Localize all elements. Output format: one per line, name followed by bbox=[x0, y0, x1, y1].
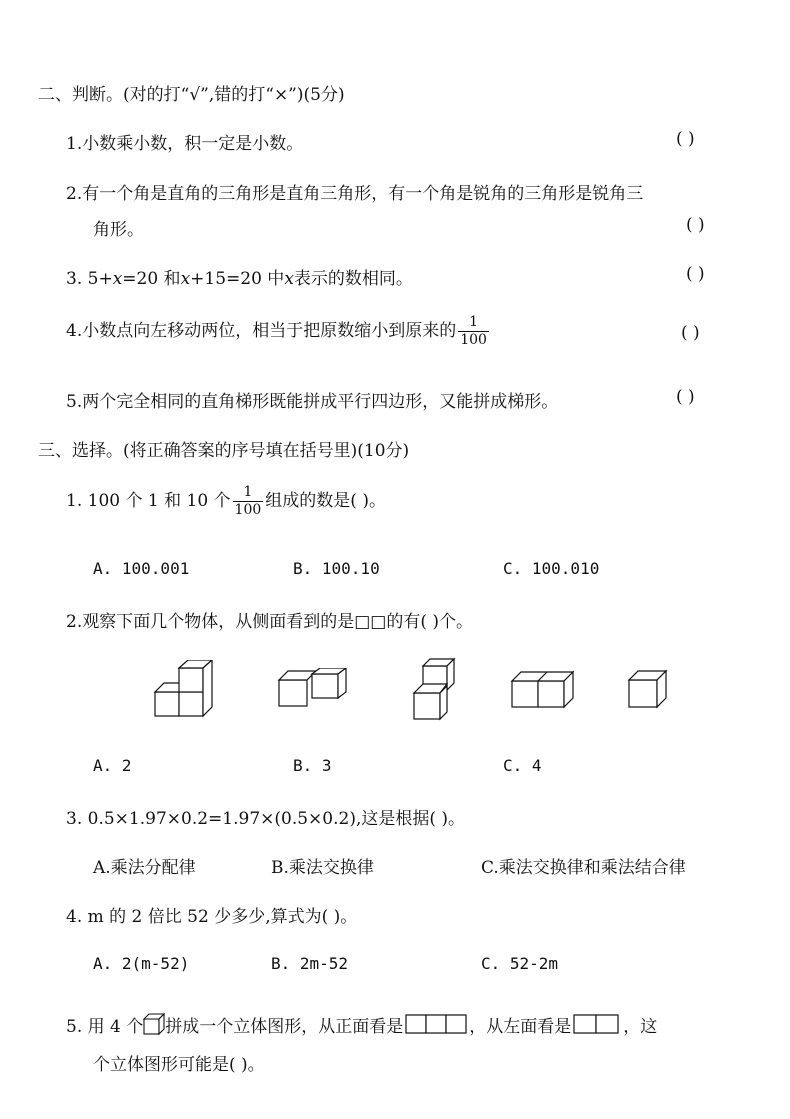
judge-q1-text: 1.小数乘小数，积一定是小数。 bbox=[66, 134, 304, 154]
judge-q3-answer-blank[interactable]: ( ) bbox=[686, 264, 705, 284]
cube-figure-5 bbox=[626, 668, 672, 712]
judge-q2-text-line2: 角形。 bbox=[93, 220, 144, 240]
choice-q1-option-b[interactable]: B. 100.10 bbox=[293, 559, 380, 578]
choice-q4-option-a[interactable]: A. 2(m-52) bbox=[93, 954, 190, 973]
judge-q1-answer-blank[interactable]: ( ) bbox=[676, 129, 695, 149]
choice-q1-pre: 1. 100 个 1 和 10 个 bbox=[66, 491, 231, 511]
choice-q5-mid2: ，从左面看是 bbox=[469, 1017, 572, 1037]
choice-q5-pre: 5. 用 4 个 bbox=[66, 1017, 144, 1037]
choice-q4-text: 4. m 的 2 倍比 52 少多少,算式为( )。 bbox=[66, 907, 358, 927]
judge-q3-mid: =20 和 bbox=[122, 269, 181, 289]
choice-q2-text bbox=[66, 607, 473, 632]
judge-q4-label: 4.小数点向左移动两位，相当于把原数缩小到原来的 bbox=[66, 321, 457, 341]
fraction-one-hundredth: $\frac{1}{100}$ bbox=[460, 314, 487, 348]
judge-q2-text-line1: 2.有一个角是直角的三角形是直角三角形，有一个角是锐角的三角形是锐角三 bbox=[66, 184, 644, 204]
choice-q3-option-a[interactable]: A.乘法分配律 bbox=[93, 858, 196, 878]
judge-q3-text bbox=[66, 264, 413, 289]
choice-q1-post: 组成的数是( )。 bbox=[265, 491, 386, 511]
cube-figure-2 bbox=[276, 668, 348, 710]
judge-q3-post: 表示的数相同。 bbox=[293, 269, 413, 289]
choice-q3-option-b[interactable]: B.乘法交换律 bbox=[271, 858, 374, 878]
judge-q2-answer-blank[interactable]: ( ) bbox=[686, 215, 705, 235]
judge-q4-answer-blank[interactable]: ( ) bbox=[681, 323, 700, 343]
fraction-one-hundredth: $\frac{1}{100}$ bbox=[234, 484, 262, 518]
cube-figure-4 bbox=[509, 668, 581, 712]
choice-q1-option-a[interactable]: A. 100.001 bbox=[93, 559, 190, 578]
choice-q2-option-b[interactable]: B. 3 bbox=[293, 756, 332, 775]
section2-heading: 二、判断。(对的打“√”,错的打“×”)(5分) bbox=[38, 85, 345, 105]
variable-x: x bbox=[180, 269, 191, 289]
judge-q5-answer-blank[interactable]: ( ) bbox=[676, 387, 695, 407]
front-view-three-squares-icon bbox=[403, 1013, 469, 1035]
judge-q5-text: 5.两个完全相同的直角梯形既能拼成平行四边形，又能拼成梯形。 bbox=[66, 392, 559, 412]
section3-heading: 三、选择。(将正确答案的序号填在括号里)(10分) bbox=[38, 441, 410, 461]
cube-figure-3 bbox=[411, 656, 459, 724]
choice-q1-option-c[interactable]: C. 100.010 bbox=[503, 559, 600, 578]
judge-q3-mid2: +15=20 中 bbox=[190, 269, 285, 289]
left-view-two-squares-icon bbox=[571, 1013, 623, 1035]
choice-q4-option-c[interactable]: C. 52-2m bbox=[481, 954, 559, 973]
choice-q5-text-line1 bbox=[66, 1012, 657, 1037]
choice-q5-text-line2: 个立体图形可能是( )。 bbox=[93, 1055, 265, 1075]
choice-q4-option-b[interactable]: B. 2m-52 bbox=[271, 954, 349, 973]
variable-x: x bbox=[112, 269, 123, 289]
judge-q4-text bbox=[66, 314, 491, 349]
choice-q3-text: 3. 0.5×1.97×0.2=1.97×(0.5×0.2),这是根据( )。 bbox=[66, 809, 466, 829]
small-cube-icon bbox=[143, 1013, 165, 1035]
two-squares-icon: □□ bbox=[354, 612, 387, 632]
choice-q1-text bbox=[66, 484, 386, 519]
choice-q2-option-a[interactable]: A. 2 bbox=[93, 756, 132, 775]
choice-q2-option-c[interactable]: C. 4 bbox=[503, 756, 542, 775]
choice-q2-pre: 2.观察下面几个物体，从侧面看到的是 bbox=[66, 612, 355, 632]
variable-x: x bbox=[284, 269, 294, 289]
choice-q2-post: 的有( )个。 bbox=[386, 612, 474, 632]
choice-q5-mid: 拼成一个立体图形，从正面看是 bbox=[165, 1017, 404, 1037]
judge-q3-pre: 3. 5+ bbox=[66, 269, 113, 289]
choice-q3-option-c[interactable]: C.乘法交换律和乘法结合律 bbox=[481, 858, 686, 878]
cube-figure-1 bbox=[150, 660, 216, 720]
choice-q5-post: ，这 bbox=[623, 1017, 658, 1037]
